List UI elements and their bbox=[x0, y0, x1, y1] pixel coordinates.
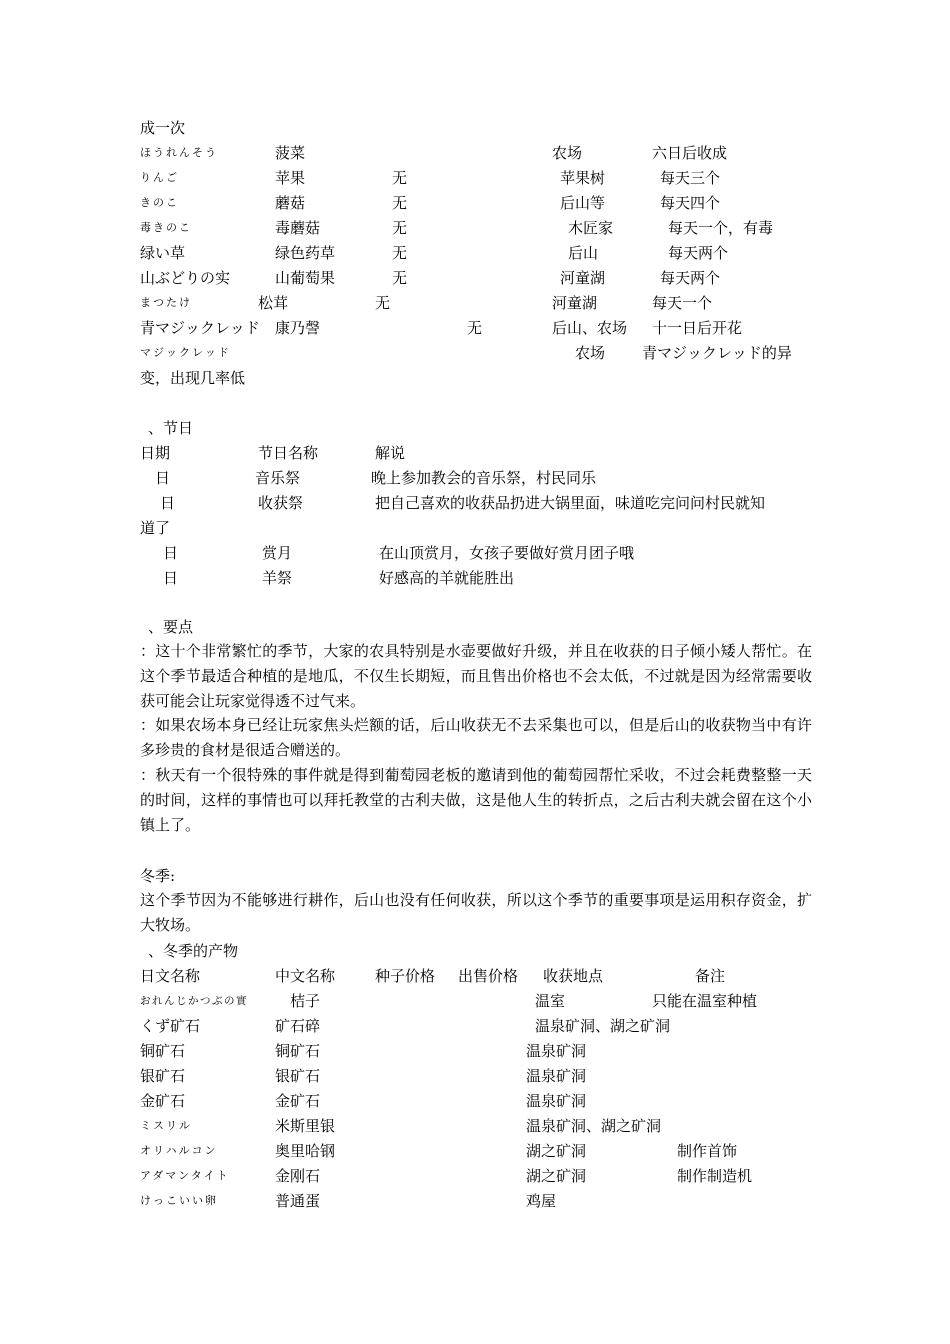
winter-jp-name: 金矿石 bbox=[140, 1092, 186, 1110]
winter-cn-name: 桔子 bbox=[290, 992, 321, 1010]
winter-jp-name: けっこいい卵 bbox=[140, 1194, 218, 1207]
crop-jp-name: 毒きのこ bbox=[140, 221, 192, 234]
winter-note: 制作制造机 bbox=[677, 1167, 753, 1185]
crop-note: 每天一个，有毒 bbox=[668, 219, 774, 237]
col-header-note: 备注 bbox=[695, 967, 726, 985]
col-header-name: 节日名称 bbox=[258, 444, 319, 462]
festival-name: 音乐祭 bbox=[255, 469, 301, 487]
crop-note: 每天三个 bbox=[660, 169, 721, 187]
winter-location: 温泉矿洞 bbox=[526, 1042, 587, 1060]
winter-cn-name: 奥里哈钢 bbox=[275, 1142, 336, 1160]
crop-note: 每天两个 bbox=[660, 269, 721, 287]
crop-note: 六日后收成 bbox=[652, 144, 728, 162]
crop-seed: 无 bbox=[392, 169, 408, 187]
winter-location: 温泉矿洞 bbox=[526, 1067, 587, 1085]
crop-cn-name: 苹果 bbox=[275, 169, 306, 187]
winter-location: 湖之矿洞 bbox=[526, 1142, 587, 1160]
winter-jp-name: くず矿石 bbox=[140, 1017, 201, 1035]
crop-jp-name: ほうれんそう bbox=[140, 146, 218, 159]
winter-jp-name: ミスリル bbox=[140, 1119, 192, 1132]
winter-location: 湖之矿洞 bbox=[526, 1167, 587, 1185]
winter-cn-name: 银矿石 bbox=[275, 1067, 321, 1085]
winter-cn-name: 铜矿石 bbox=[275, 1042, 321, 1060]
crop-jp-name: まつたけ bbox=[140, 296, 192, 309]
section-heading-winter-products: 、冬季的产物 bbox=[148, 942, 239, 960]
festival-date: 日 bbox=[160, 494, 176, 512]
festival-date: 日 bbox=[163, 569, 179, 587]
crop-location: 农场 bbox=[575, 344, 606, 362]
col-header-cn: 中文名称 bbox=[275, 967, 336, 985]
col-header-jp: 日文名称 bbox=[140, 967, 201, 985]
crop-note: 十一日后开花 bbox=[652, 319, 743, 337]
winter-location: 鸡屋 bbox=[526, 1192, 557, 1210]
winter-cn-name: 矿石碎 bbox=[275, 1017, 321, 1035]
winter-cn-name: 普通蛋 bbox=[275, 1192, 321, 1210]
crop-location: 后山 bbox=[568, 244, 599, 262]
winter-jp-name: 铜矿石 bbox=[140, 1042, 186, 1060]
crop-location: 河童湖 bbox=[560, 269, 606, 287]
crop-note: 青マジックレッド的异 bbox=[642, 344, 792, 362]
crop-note: 每天四个 bbox=[660, 194, 721, 212]
col-header-date: 日期 bbox=[140, 444, 171, 462]
festival-name: 羊祭 bbox=[262, 569, 293, 587]
winter-jp-name: アダマンタイト bbox=[140, 1169, 230, 1182]
crop-jp-name: きのこ bbox=[140, 196, 179, 209]
winter-cn-name: 米斯里银 bbox=[275, 1117, 336, 1135]
festival-name: 赏月 bbox=[262, 544, 293, 562]
crop-seed: 无 bbox=[467, 319, 483, 337]
festival-desc: 在山顶赏月，女孩子要做好赏月团子哦 bbox=[379, 544, 635, 562]
section-heading-festival: 、节日 bbox=[148, 419, 194, 437]
crop-location: 木匠家 bbox=[568, 219, 614, 237]
festival-desc: 好感高的羊就能胜出 bbox=[379, 569, 515, 587]
crop-seed: 无 bbox=[392, 269, 408, 287]
col-header-sell: 出售价格 bbox=[458, 967, 519, 985]
col-header-seed: 种子价格 bbox=[375, 967, 436, 985]
crop-jp-name: りんご bbox=[140, 171, 179, 184]
festival-date: 日 bbox=[155, 469, 171, 487]
winter-jp-name: 银矿石 bbox=[140, 1067, 186, 1085]
crop-location: 后山等 bbox=[560, 194, 606, 212]
crop-seed: 无 bbox=[392, 244, 408, 262]
winter-location: 温泉矿洞 bbox=[526, 1092, 587, 1110]
col-header-desc: 解说 bbox=[375, 444, 406, 462]
winter-note: 只能在温室种植 bbox=[652, 992, 758, 1010]
winter-intro: 这个季节因为不能够进行耕作，后山也没有任何收获，所以这个季节的重要事项是运用积存资金，扩大牧场。 bbox=[140, 891, 812, 934]
crop-seed: 无 bbox=[392, 194, 408, 212]
winter-location: 温泉矿洞、湖之矿洞 bbox=[526, 1117, 662, 1135]
crop-cn-name: 蘑菇 bbox=[275, 194, 306, 212]
crop-note: 每天两个 bbox=[668, 244, 729, 262]
winter-location: 温室 bbox=[535, 992, 566, 1010]
section-heading-winter: 冬季: bbox=[140, 867, 176, 885]
crop-cn-name: 菠菜 bbox=[275, 144, 306, 162]
crop-cn-name: 绿色药草 bbox=[275, 244, 336, 262]
winter-location: 温泉矿洞、湖之矿洞 bbox=[535, 1017, 671, 1035]
point-paragraph: ：秋天有一个很特殊的事件就是得到葡萄园老板的邀请到他的葡萄园帮忙采收，不过会耗费整整一天的时间，这样的事情也可以拜托教堂的古利夫做，这是他人生的转折点，之后古利夫就会留在这个小镇上了。 bbox=[140, 766, 812, 834]
point-paragraph: ：这十个非常繁忙的季节，大家的农具特别是水壶要做好升级，并且在收获的日子倾小矮人帮忙。在这个季节最适合种植的是地瓜，不仅生长期短，而且售出价格也不会太低，不过就是因为经常需要收获可能会让玩家觉得透不过气来。 bbox=[140, 642, 812, 710]
winter-jp-name: おれんじかつぶの實 bbox=[140, 995, 248, 1007]
crop-seed: 无 bbox=[392, 219, 408, 237]
winter-cn-name: 金刚石 bbox=[275, 1167, 321, 1185]
crop-jp-name: 绿い草 bbox=[140, 244, 186, 262]
col-header-loc: 收获地点 bbox=[543, 967, 604, 985]
winter-cn-name: 金矿石 bbox=[275, 1092, 321, 1110]
festival-desc-wrap: 道了 bbox=[140, 519, 171, 537]
festival-desc: 晚上参加教会的音乐祭，村民同乐 bbox=[371, 469, 597, 487]
crop-jp-name: マジックレッド bbox=[140, 346, 231, 359]
festival-date: 日 bbox=[163, 544, 179, 562]
crop-jp-name: 山ぶどりの实 bbox=[140, 269, 231, 287]
crop-cn-name: 山葡萄果 bbox=[275, 269, 336, 287]
winter-jp-name: オリハルコン bbox=[140, 1144, 218, 1157]
crop-location: 后山、农场 bbox=[552, 319, 628, 337]
continued-text: 成一次 bbox=[140, 119, 186, 137]
crop-location: 农场 bbox=[552, 144, 583, 162]
crop-jp-name: 青マジックレッド bbox=[140, 319, 260, 337]
crop-cn-name: 松茸 bbox=[258, 294, 289, 312]
crop-note: 每天一个 bbox=[652, 294, 713, 312]
crop-cn-name: 康乃謦 bbox=[275, 319, 321, 337]
crop-location: 河童湖 bbox=[552, 294, 598, 312]
crop-location: 苹果树 bbox=[560, 169, 606, 187]
point-paragraph: ：如果农场本身已经让玩家焦头烂额的话，后山收获无不去采集也可以，但是后山的收获物当中有许多珍贵的食材是很适合赠送的。 bbox=[140, 716, 812, 759]
festival-name: 收获祭 bbox=[258, 494, 304, 512]
section-heading-points: 、要点 bbox=[148, 618, 194, 636]
crop-note-wrap: 变，出现几率低 bbox=[140, 369, 246, 387]
winter-note: 制作首饰 bbox=[677, 1142, 738, 1160]
crop-seed: 无 bbox=[375, 294, 391, 312]
crop-cn-name: 毒蘑菇 bbox=[275, 219, 321, 237]
festival-desc: 把自己喜欢的收获品扔进大锅里面，味道吃完问问村民就知 bbox=[375, 494, 766, 512]
